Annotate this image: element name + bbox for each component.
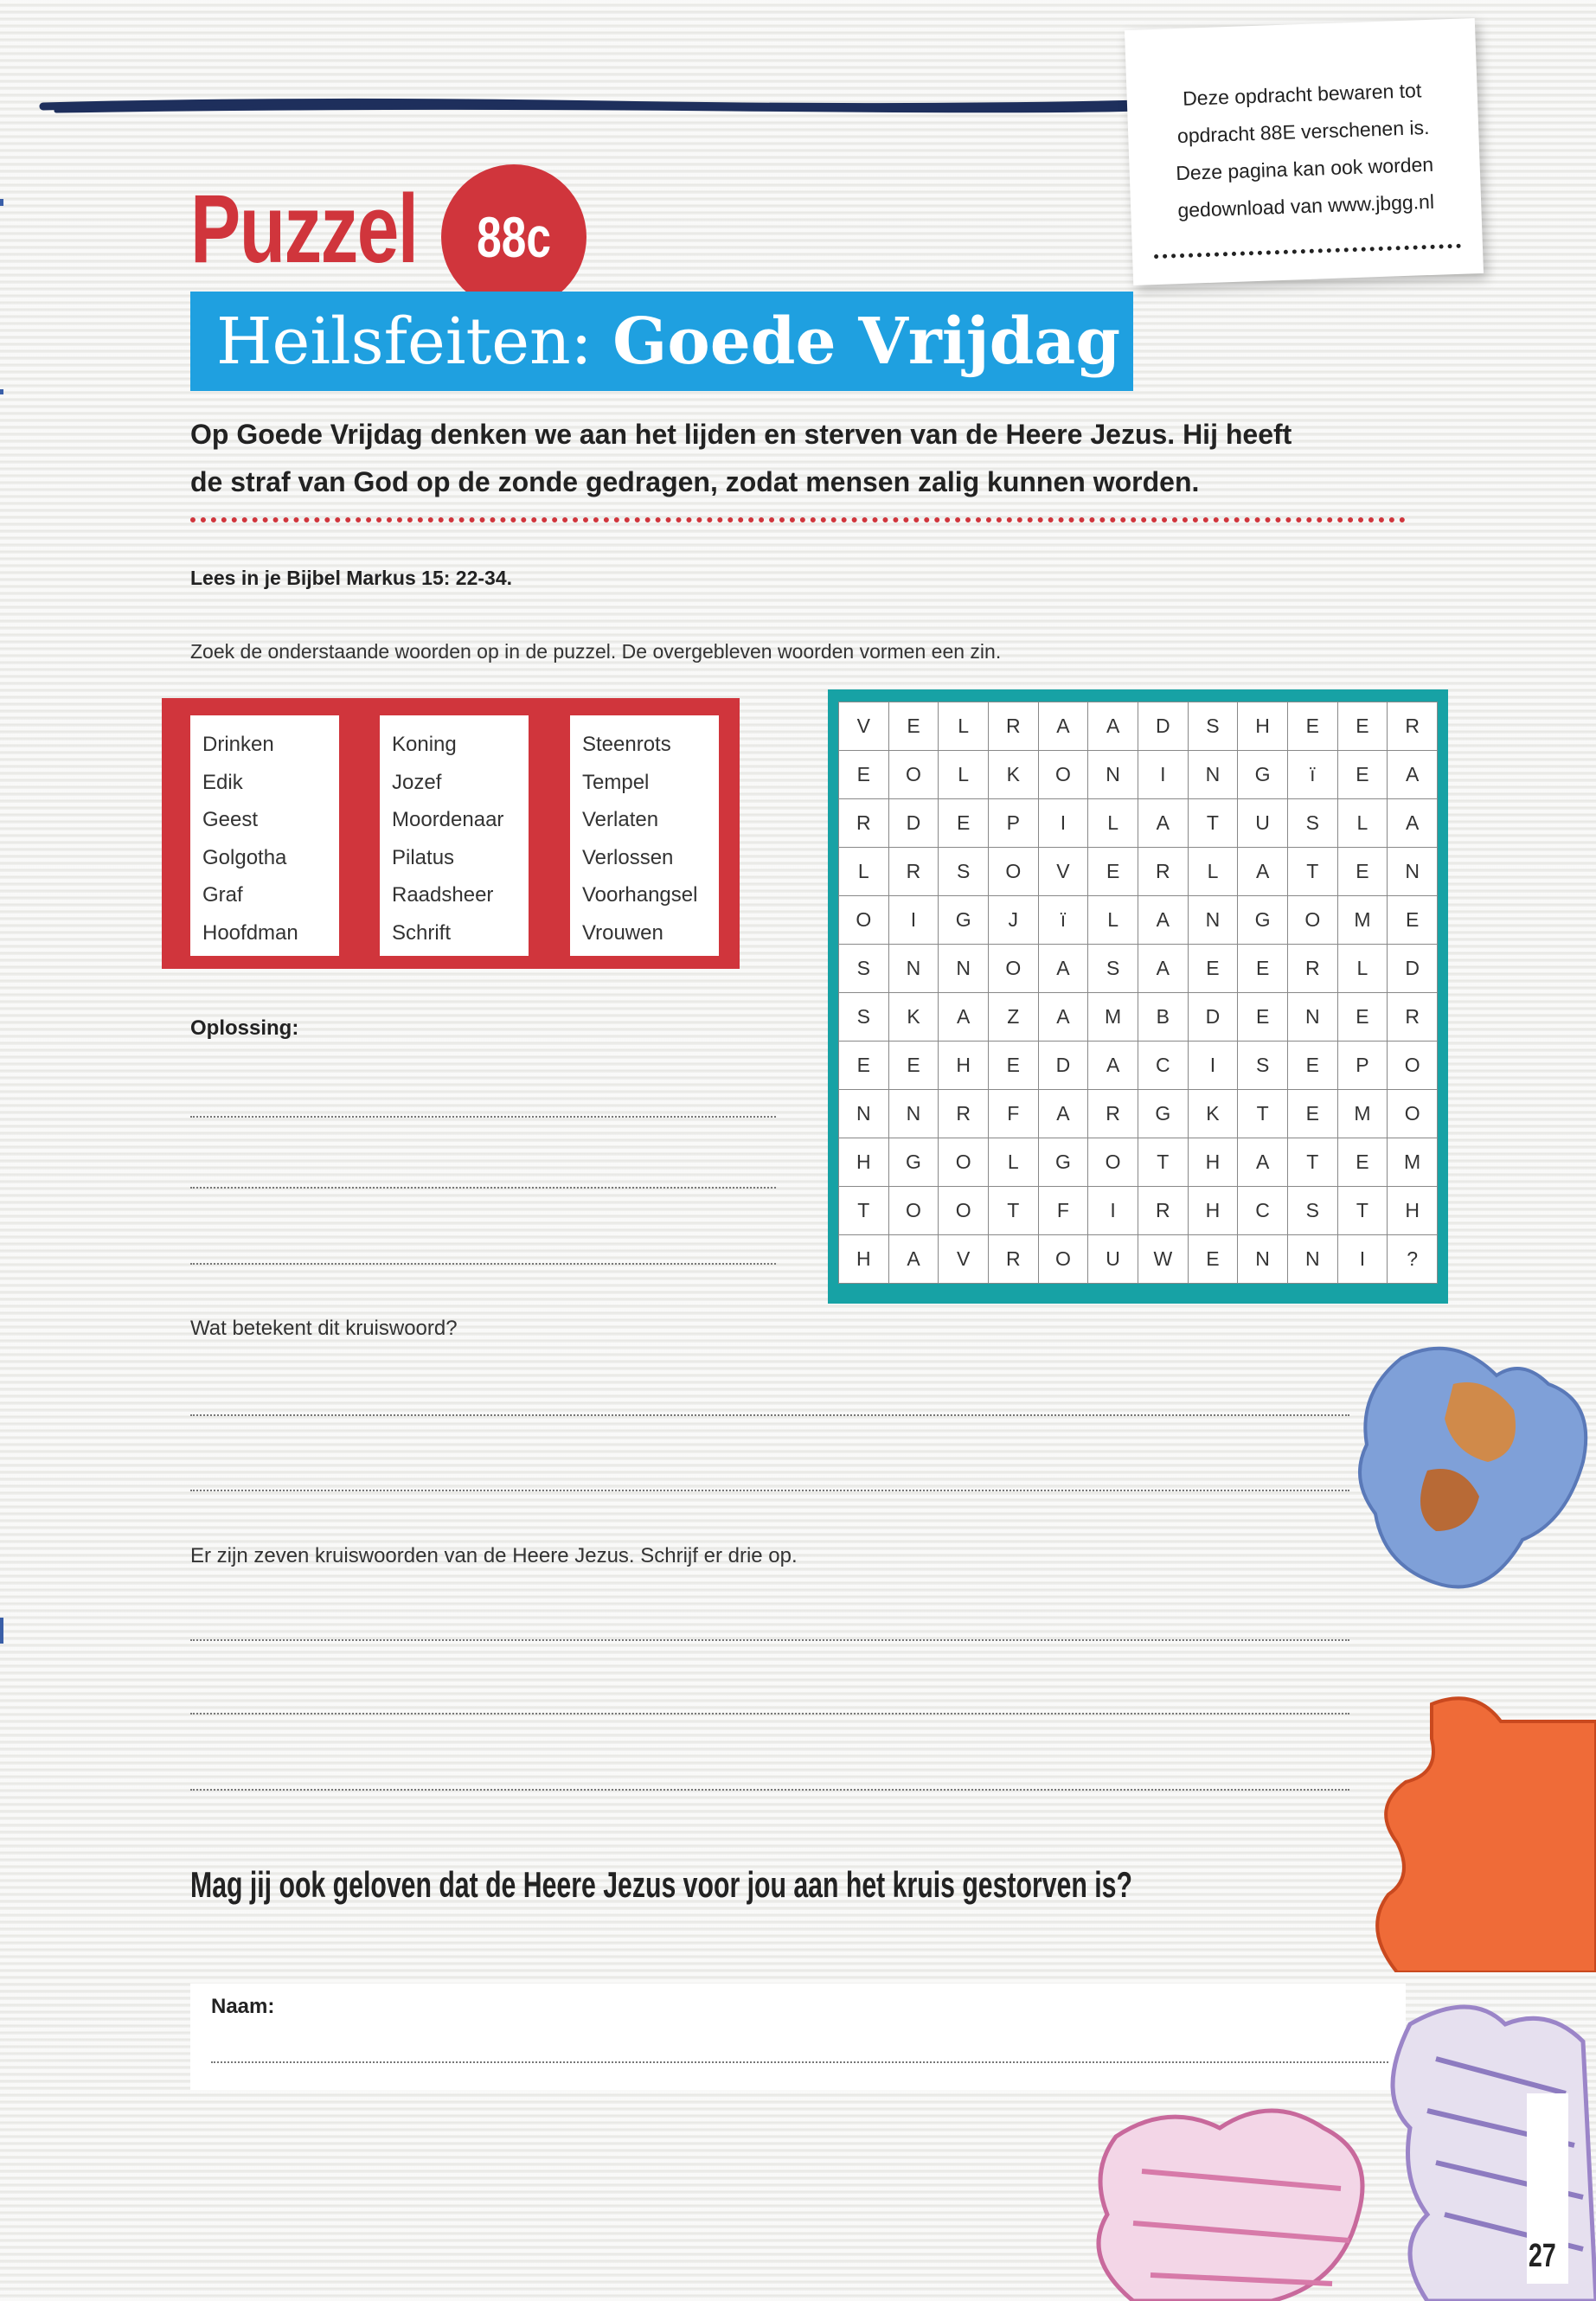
grid-letter[interactable]: A	[888, 1235, 939, 1284]
word-item: Edik	[202, 770, 243, 794]
grid-letter[interactable]: E	[1388, 896, 1438, 945]
grid-letter[interactable]: G	[1038, 1138, 1088, 1187]
marker-stroke-decoration	[39, 98, 1181, 117]
grid-letter[interactable]: A	[1138, 799, 1188, 848]
page-number-tab	[1527, 2093, 1568, 2284]
grid-letter[interactable]: E	[1188, 1235, 1238, 1284]
grid-letter[interactable]: O	[939, 1187, 989, 1235]
grid-letter[interactable]: N	[888, 1090, 939, 1138]
grid-letter[interactable]: N	[1238, 1235, 1288, 1284]
grid-letter[interactable]: O	[1388, 1042, 1438, 1090]
grid-letter[interactable]: R	[939, 1090, 989, 1138]
solution-line[interactable]	[190, 1263, 776, 1265]
grid-letter[interactable]: R	[839, 799, 889, 848]
instruction-text: Zoek de onderstaande woorden op in de puzzel. De overgebleven woorden vormen een zin.	[190, 640, 1002, 663]
badge-text: 88c	[477, 205, 551, 269]
word-item: Schrift	[392, 920, 452, 945]
grid-row	[839, 993, 1438, 1042]
grid-letter[interactable]: U	[1238, 799, 1288, 848]
grid-letter[interactable]: T	[1287, 848, 1337, 896]
note-line: opdracht 88E verschenen is.	[1176, 115, 1430, 148]
answer-line[interactable]	[190, 1414, 1349, 1416]
grid-row	[839, 702, 1438, 751]
grid-letter[interactable]: G	[1238, 751, 1288, 799]
grid-letter[interactable]: O	[988, 945, 1038, 993]
word-item: Koning	[392, 733, 457, 756]
word-item: Graf	[202, 883, 243, 907]
word-item: Geest	[202, 808, 259, 831]
word-item: Verlaten	[582, 808, 659, 831]
grid-letter[interactable]: T	[1238, 1090, 1288, 1138]
puzzle-number-badge	[441, 164, 586, 310]
subtitle-banner	[190, 292, 1133, 391]
grid-letter[interactable]: E	[1088, 848, 1138, 896]
word-item: Drinken	[202, 733, 274, 756]
grid-letter[interactable]: E	[1238, 945, 1288, 993]
grid-letter[interactable]: L	[839, 848, 889, 896]
grid-letter[interactable]: R	[1088, 1090, 1138, 1138]
grid-letter[interactable]: K	[1188, 1090, 1238, 1138]
grid-letter[interactable]: T	[1287, 1138, 1337, 1187]
letter-grid-table	[838, 702, 1438, 1284]
note-line: Deze pagina kan ook worden	[1175, 152, 1434, 185]
grid-letter[interactable]: T	[1188, 799, 1238, 848]
question-meaning: Wat betekent dit kruiswoord?	[190, 1317, 458, 1340]
grid-letter[interactable]: E	[888, 702, 939, 751]
grid-letter[interactable]: T	[1337, 1187, 1388, 1235]
grid-letter[interactable]: R	[888, 848, 939, 896]
name-input-line[interactable]	[211, 2061, 1388, 2063]
grid-letter[interactable]: R	[1138, 848, 1188, 896]
grid-letter[interactable]: R	[1388, 993, 1438, 1042]
grid-letter[interactable]: H	[939, 1042, 989, 1090]
grid-letter[interactable]: V	[839, 702, 889, 751]
grid-letter[interactable]: D	[1388, 945, 1438, 993]
grid-letter[interactable]: N	[1287, 993, 1337, 1042]
word-item: Vrouwen	[582, 920, 663, 945]
word-column	[190, 715, 339, 956]
grid-letter[interactable]: S	[1238, 1042, 1288, 1090]
grid-letter[interactable]: R	[1138, 1187, 1188, 1235]
grid-letter[interactable]: ï	[1038, 896, 1088, 945]
answer-line[interactable]	[190, 1490, 1349, 1491]
grid-letter[interactable]: C	[1138, 1042, 1188, 1090]
word-search-grid	[828, 689, 1448, 1304]
grid-letter[interactable]: A	[1238, 1138, 1288, 1187]
grid-letter[interactable]: E	[988, 1042, 1038, 1090]
grid-letter[interactable]: R	[1287, 945, 1337, 993]
grid-letter[interactable]: A	[1088, 702, 1138, 751]
grid-letter[interactable]: F	[1038, 1187, 1088, 1235]
grid-letter[interactable]: O	[839, 896, 889, 945]
grid-letter[interactable]: T	[1138, 1138, 1188, 1187]
word-item: Jozef	[392, 770, 442, 794]
grid-row	[839, 1187, 1438, 1235]
note-line: Deze opdracht bewaren tot	[1182, 79, 1422, 110]
intro-text	[190, 411, 1436, 506]
closing-question: Mag jij ook geloven dat de Heere Jezus voor jou aan het kruis gestorven is?	[190, 1864, 1132, 1905]
grid-letter[interactable]: C	[1238, 1187, 1288, 1235]
grid-letter[interactable]: A	[939, 993, 989, 1042]
grid-letter[interactable]: S	[1287, 799, 1337, 848]
grid-letter[interactable]: O	[939, 1138, 989, 1187]
grid-letter[interactable]: L	[939, 702, 989, 751]
grid-letter[interactable]: A	[1038, 1090, 1088, 1138]
grid-letter[interactable]: O	[888, 1187, 939, 1235]
grid-letter[interactable]: E	[1337, 1138, 1388, 1187]
word-item: Steenrots	[582, 733, 671, 756]
reading-reference: Lees in je Bijbel Markus 15: 22-34.	[190, 567, 512, 589]
grid-letter[interactable]: E	[1238, 993, 1288, 1042]
grid-letter[interactable]: I	[888, 896, 939, 945]
subtitle-light: Heilsfeiten:	[216, 304, 613, 379]
grid-letter[interactable]: V	[1038, 848, 1088, 896]
grid-letter[interactable]: E	[888, 1042, 939, 1090]
grid-letter[interactable]: H	[1188, 1187, 1238, 1235]
grid-letter[interactable]: E	[1337, 751, 1388, 799]
grid-row	[839, 896, 1438, 945]
grid-letter[interactable]: N	[939, 945, 989, 993]
grid-row	[839, 945, 1438, 993]
word-item: Moordenaar	[392, 808, 504, 831]
margin-mark	[0, 1618, 3, 1644]
grid-letter[interactable]: I	[1337, 1235, 1388, 1284]
grid-letter[interactable]: ?	[1388, 1235, 1438, 1284]
grid-letter[interactable]: S	[1088, 945, 1138, 993]
grid-letter[interactable]: G	[888, 1138, 939, 1187]
grid-letter[interactable]: D	[1188, 993, 1238, 1042]
grid-letter[interactable]: I	[1088, 1187, 1138, 1235]
word-column	[380, 715, 529, 956]
grid-letter[interactable]: H	[1238, 702, 1288, 751]
grid-letter[interactable]: H	[1388, 1187, 1438, 1235]
grid-letter[interactable]: H	[839, 1138, 889, 1187]
subtitle-bold: Goede Vrijdag	[612, 304, 1121, 379]
margin-mark	[0, 199, 3, 206]
grid-letter[interactable]: N	[888, 945, 939, 993]
grid-letter[interactable]: ï	[1287, 751, 1337, 799]
grid-letter[interactable]: T	[839, 1187, 889, 1235]
intro-line: Op Goede Vrijdag denken we aan het lijden en sterven van de Heere Jezus. Hij heeft	[190, 419, 1292, 450]
grid-row	[839, 1090, 1438, 1138]
word-column	[570, 715, 719, 956]
grid-letter[interactable]: M	[1388, 1138, 1438, 1187]
word-item: Golgotha	[202, 845, 287, 869]
margin-mark	[0, 389, 3, 394]
grid-letter[interactable]: M	[1337, 896, 1388, 945]
grid-letter[interactable]: H	[839, 1235, 889, 1284]
name-box	[190, 1984, 1406, 2090]
grid-letter[interactable]: V	[939, 1235, 989, 1284]
grid-letter[interactable]: S	[839, 993, 889, 1042]
answer-line[interactable]	[190, 1713, 1349, 1715]
puzzle-piece-icon	[1362, 1687, 1596, 1972]
name-label: Naam:	[211, 1995, 275, 2018]
grid-letter[interactable]: I	[1188, 1042, 1238, 1090]
question-seven-words: Er zijn zeven kruiswoorden van de Heere Jezus. Schrijf er drie op.	[190, 1544, 798, 1567]
grid-letter[interactable]: O	[1088, 1138, 1138, 1187]
grid-letter[interactable]: D	[1138, 702, 1188, 751]
note-line: gedownload van www.jbgg.nl	[1176, 189, 1435, 222]
grid-letter[interactable]: R	[1388, 702, 1438, 751]
grid-letter[interactable]: L	[1337, 799, 1388, 848]
grid-row	[839, 799, 1438, 848]
grid-letter[interactable]: N	[839, 1090, 889, 1138]
grid-letter[interactable]: O	[1038, 751, 1088, 799]
grid-letter[interactable]: D	[888, 799, 939, 848]
word-item: Voorhangsel	[582, 883, 698, 907]
grid-letter[interactable]: E	[839, 751, 889, 799]
grid-letter[interactable]: N	[1287, 1235, 1337, 1284]
solution-line[interactable]	[190, 1116, 776, 1118]
grid-letter[interactable]: K	[888, 993, 939, 1042]
grid-letter[interactable]: L	[939, 751, 989, 799]
grid-letter[interactable]: R	[988, 1235, 1038, 1284]
answer-line[interactable]	[190, 1789, 1349, 1791]
grid-letter[interactable]: J	[988, 896, 1038, 945]
grid-letter[interactable]: A	[1388, 799, 1438, 848]
grid-letter[interactable]: O	[1388, 1090, 1438, 1138]
grid-letter[interactable]: E	[1287, 1042, 1337, 1090]
grid-letter[interactable]: T	[988, 1187, 1038, 1235]
grid-letter[interactable]: S	[1287, 1187, 1337, 1235]
grid-letter[interactable]: L	[1188, 848, 1238, 896]
grid-letter[interactable]: A	[1138, 945, 1188, 993]
info-note	[1125, 18, 1484, 285]
grid-letter[interactable]: G	[1138, 1090, 1188, 1138]
grid-letter[interactable]: A	[1088, 1042, 1138, 1090]
grid-letter[interactable]: M	[1337, 1090, 1388, 1138]
word-item: Tempel	[582, 770, 650, 794]
grid-letter[interactable]: E	[1337, 993, 1388, 1042]
word-item: Raadsheer	[392, 883, 494, 907]
intro-line: de straf van God op de zonde gedragen, zodat mensen zalig kunnen worden.	[190, 466, 1200, 497]
grid-letter[interactable]: F	[988, 1090, 1038, 1138]
grid-letter[interactable]: N	[1188, 751, 1238, 799]
grid-letter[interactable]: E	[939, 799, 989, 848]
page-number: 27	[1529, 2238, 1556, 2274]
word-item: Verlossen	[582, 845, 674, 869]
grid-letter[interactable]: M	[1088, 993, 1138, 1042]
grid-letter[interactable]: O	[1287, 896, 1337, 945]
grid-letter[interactable]: E	[839, 1042, 889, 1090]
grid-letter[interactable]: O	[988, 848, 1038, 896]
grid-letter[interactable]: A	[1388, 751, 1438, 799]
grid-letter[interactable]: G	[1238, 896, 1288, 945]
grid-letter[interactable]: U	[1088, 1235, 1138, 1284]
grid-letter[interactable]: N	[1388, 848, 1438, 896]
grid-letter[interactable]: A	[1138, 896, 1188, 945]
grid-letter[interactable]: L	[1088, 896, 1138, 945]
grid-letter[interactable]: A	[1238, 848, 1288, 896]
puzzle-piece-icon	[1349, 1324, 1596, 1609]
page-title: Puzzel	[190, 175, 418, 283]
grid-row	[839, 1235, 1438, 1284]
grid-letter[interactable]: N	[1188, 896, 1238, 945]
grid-letter[interactable]: A	[1038, 993, 1088, 1042]
answer-line[interactable]	[190, 1639, 1349, 1641]
note-dotted-line	[1154, 244, 1461, 259]
grid-letter[interactable]: S	[939, 848, 989, 896]
grid-letter[interactable]: E	[1287, 1090, 1337, 1138]
grid-letter[interactable]: L	[1337, 945, 1388, 993]
grid-letter[interactable]: A	[1038, 945, 1088, 993]
grid-letter[interactable]: S	[839, 945, 889, 993]
grid-row	[839, 848, 1438, 896]
solution-line[interactable]	[190, 1187, 776, 1189]
grid-letter[interactable]: P	[988, 799, 1038, 848]
grid-letter[interactable]: E	[1188, 945, 1238, 993]
solution-label: Oplossing:	[190, 1016, 299, 1040]
puzzle-piece-icon	[1081, 2085, 1393, 2301]
grid-letter[interactable]: L	[988, 1138, 1038, 1187]
grid-row	[839, 1042, 1438, 1090]
grid-letter[interactable]: S	[1188, 702, 1238, 751]
grid-letter[interactable]: O	[1038, 1235, 1088, 1284]
grid-letter[interactable]: L	[1088, 799, 1138, 848]
grid-letter[interactable]: E	[1287, 702, 1337, 751]
grid-letter[interactable]: B	[1138, 993, 1188, 1042]
word-item: Hoofdman	[202, 920, 298, 945]
grid-letter[interactable]: E	[1337, 702, 1388, 751]
grid-letter[interactable]: H	[1188, 1138, 1238, 1187]
grid-letter[interactable]: R	[988, 702, 1038, 751]
grid-letter[interactable]: N	[1088, 751, 1138, 799]
word-list-box	[162, 698, 740, 969]
grid-letter[interactable]: P	[1337, 1042, 1388, 1090]
grid-row	[839, 1138, 1438, 1187]
word-item: Pilatus	[392, 845, 455, 869]
grid-letter[interactable]: I	[1138, 751, 1188, 799]
dotted-divider	[190, 517, 1406, 522]
grid-letter[interactable]: W	[1138, 1235, 1188, 1284]
grid-letter[interactable]: D	[1038, 1042, 1088, 1090]
grid-letter[interactable]: Z	[988, 993, 1038, 1042]
grid-letter[interactable]: A	[1038, 702, 1088, 751]
grid-letter[interactable]: K	[988, 751, 1038, 799]
grid-letter[interactable]: E	[1337, 848, 1388, 896]
grid-letter[interactable]: O	[888, 751, 939, 799]
grid-row	[839, 751, 1438, 799]
grid-letter[interactable]: I	[1038, 799, 1088, 848]
grid-letter[interactable]: G	[939, 896, 989, 945]
